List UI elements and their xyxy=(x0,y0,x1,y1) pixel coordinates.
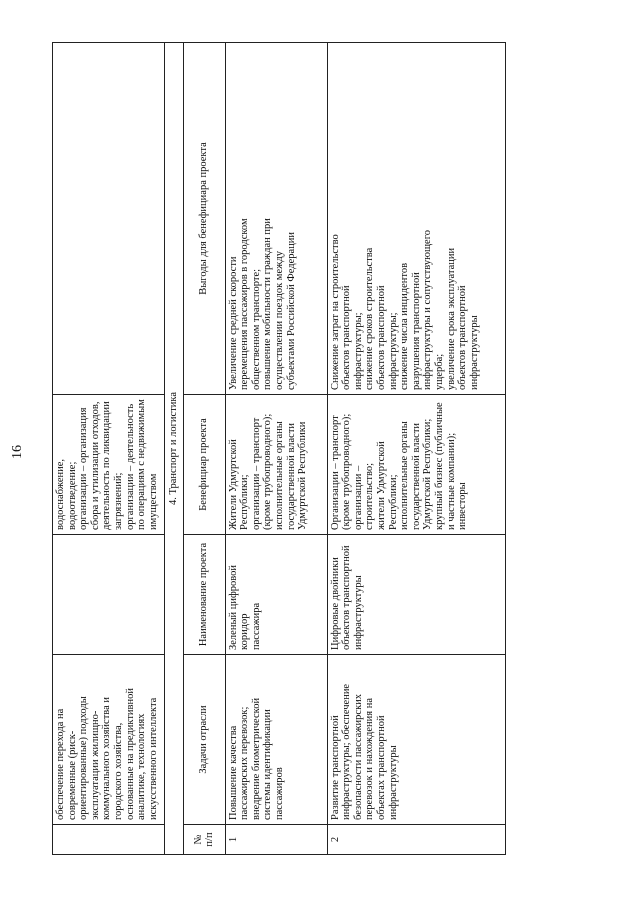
header-benefits: Выгоды для бенефициара проекта xyxy=(183,43,225,395)
beneficiary-cell xyxy=(53,395,165,535)
text-line: современные (риск- xyxy=(66,730,78,820)
text-line: сбора и утилизации отходов, xyxy=(89,401,101,530)
text-line: искусственного интеллекта xyxy=(147,697,159,820)
text-line: Зеленый цифровой коридор xyxy=(227,564,251,650)
beneficiary-cell xyxy=(327,395,505,535)
text-line: по операциям с недвижимым xyxy=(136,399,148,530)
header-project: Наименование проекта xyxy=(183,535,225,655)
text-line: безопасности пассажирских xyxy=(352,693,364,820)
text-line: эксплуатации жилищно- xyxy=(89,710,101,820)
header-num-text xyxy=(193,829,216,850)
text-line: загрязнений; xyxy=(112,472,124,530)
page-number: 16 xyxy=(10,445,25,459)
benefits-cell xyxy=(225,43,327,395)
text-line: пассажиров xyxy=(273,767,285,820)
project-cell xyxy=(327,535,505,655)
row-number: 1 xyxy=(225,825,327,855)
text-line: субъектами Российской Федерации xyxy=(285,232,297,390)
beneficiary-cell xyxy=(225,395,327,535)
text-line: объектов транспортной xyxy=(341,545,353,650)
text-line: пассажирских перевозок; xyxy=(239,706,251,820)
text-line: коммунального хозяйства и xyxy=(101,696,113,820)
text-line: деятельность по ликвидации xyxy=(101,401,113,530)
text-line: Цифровые двойники xyxy=(329,557,341,650)
task-text xyxy=(55,659,159,820)
text-line: объектов транспортной xyxy=(457,285,469,390)
text-line: крупный бизнес (публичные xyxy=(433,402,445,530)
task-text xyxy=(330,659,400,820)
benefits-cell xyxy=(327,43,505,395)
text-line: организации – строительство; xyxy=(352,462,376,530)
text-line: имуществом xyxy=(147,473,159,530)
text-line: Увеличение средней скорости xyxy=(227,256,239,390)
text-line: ущерба; xyxy=(433,353,445,390)
text-line: Организации – транспорт xyxy=(329,415,341,530)
text-line: Республики; xyxy=(387,474,399,530)
text-line: исполнительные органы xyxy=(273,421,285,530)
table-row xyxy=(225,43,327,855)
project-name xyxy=(228,539,263,650)
text-line: Повышение качества xyxy=(227,725,239,820)
section-title: 4. Транспорт и логистика xyxy=(165,43,184,855)
text-line: инфраструктуры; обеспечение xyxy=(341,683,353,820)
projects-table xyxy=(52,42,506,855)
text-line: увеличение срока эксплуатации xyxy=(445,247,457,390)
text-line: снижение числа инцидентов xyxy=(399,262,411,390)
text-line: № xyxy=(192,834,204,845)
text-line: перемещения пассажиров в городском xyxy=(239,218,251,390)
text-line: государственной власти xyxy=(410,422,422,530)
project-cell xyxy=(225,535,327,655)
text-line: Удмуртской Республики xyxy=(297,421,309,530)
text-line: городского хозяйства, xyxy=(112,722,124,820)
text-line: основанные на предиктивной xyxy=(124,688,136,820)
text-line: Республики; xyxy=(239,474,251,530)
text-line: Снижение затрат на строительство xyxy=(329,234,341,390)
text-line: повышение мобильности граждан при xyxy=(262,218,274,390)
text-line: объектов транспортной xyxy=(341,285,353,390)
row-number: 2 xyxy=(327,825,505,855)
text-line: инфраструктуры; xyxy=(352,312,364,390)
text-line: объектах транспортной xyxy=(375,715,387,820)
num-cell xyxy=(53,825,165,855)
project-name xyxy=(330,539,365,650)
text-line: аналитике, технологиях xyxy=(136,713,148,820)
text-line: (кроме трубопроводного); xyxy=(341,413,353,530)
text-line: жители Удмуртской xyxy=(375,441,387,530)
beneficiary-text xyxy=(330,399,469,530)
text-line: организации – организация xyxy=(78,407,90,530)
text-line: и частные компании); xyxy=(445,432,457,530)
text-line: инфраструктуры; xyxy=(387,312,399,390)
text-line: снижение сроков строительства xyxy=(364,247,376,390)
task-cell xyxy=(225,655,327,825)
text-line: водоснабжение, xyxy=(55,458,66,530)
text-line: разрушения транспортной xyxy=(410,272,422,390)
project-cell xyxy=(53,535,165,655)
text-line: инфраструктуры и сопутствующего xyxy=(422,229,434,390)
text-line: исполнительные органы xyxy=(399,421,411,530)
beneficiary-text xyxy=(228,399,309,530)
task-cell xyxy=(327,655,505,825)
text-line: внедрение биометрической xyxy=(250,697,262,820)
task-cell xyxy=(53,655,165,825)
benefits-text xyxy=(228,47,298,390)
header-row xyxy=(183,43,225,855)
text-line: общественном транспорте; xyxy=(250,268,262,390)
text-line: инфраструктуры xyxy=(468,315,480,390)
benefits-text xyxy=(330,47,481,390)
beneficiary-text xyxy=(55,399,159,530)
text-line: государственной власти xyxy=(285,422,297,530)
header-beneficiary: Бенефициар проекта xyxy=(183,395,225,535)
benefits-cell xyxy=(53,43,165,395)
text-line: системы идентификации xyxy=(262,709,274,820)
text-line: пассажира xyxy=(250,602,262,650)
text-line: объектов транспортной xyxy=(375,285,387,390)
text-line: инфраструктуры xyxy=(352,575,364,650)
task-text xyxy=(228,659,286,820)
table-row xyxy=(327,43,505,855)
text-line: организации – деятельность xyxy=(124,403,136,530)
text-line: инфраструктуры xyxy=(387,745,399,820)
text-line: Удмуртской Республики; xyxy=(422,418,434,530)
text-line: ориентированные) подходы xyxy=(78,696,90,820)
table-row-continuation xyxy=(53,43,165,855)
text-line: осуществлении поездок между xyxy=(273,251,285,390)
text-line: Жители Удмуртской xyxy=(227,439,239,530)
text-line: (кроме трубопроводного); xyxy=(262,413,274,530)
text-line: водоотведение; xyxy=(66,461,78,530)
text-line: перевозок и нахождения на xyxy=(364,698,376,820)
text-line: п/п xyxy=(204,832,216,847)
header-task: Задачи отрасли xyxy=(183,655,225,825)
text-line: организации – транспорт xyxy=(250,417,262,530)
header-num xyxy=(183,825,225,855)
text-line: обеспечение перехода на xyxy=(55,708,66,820)
section-row xyxy=(165,43,184,855)
text-line: Развитие транспортной xyxy=(329,715,341,820)
text-line: инвесторы xyxy=(457,482,469,530)
